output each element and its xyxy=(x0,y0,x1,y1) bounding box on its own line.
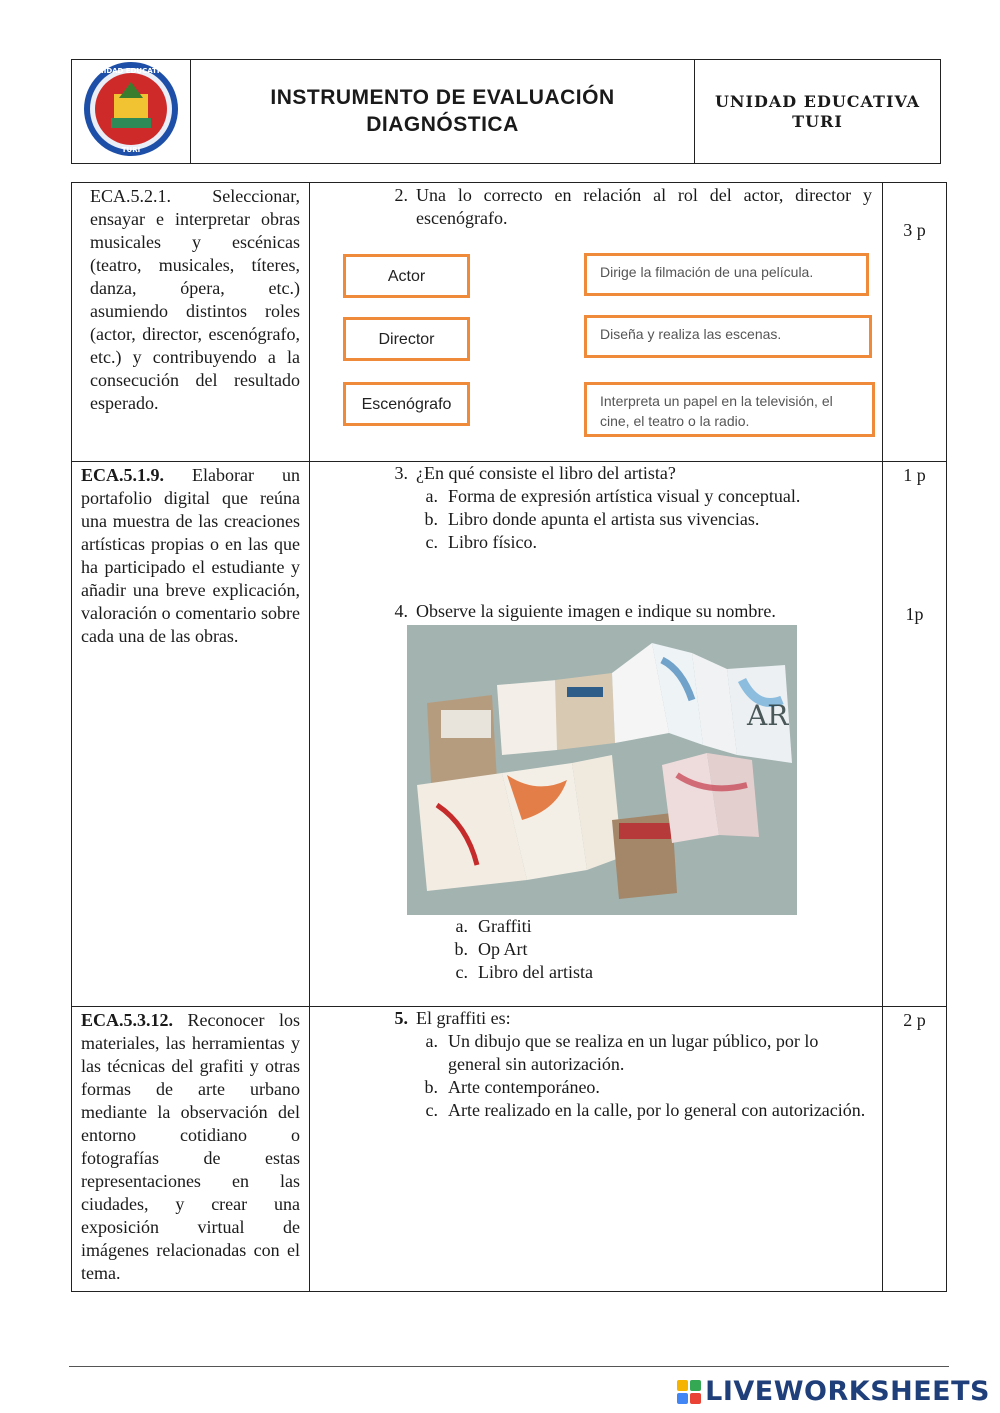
criterion-cell xyxy=(72,462,310,1007)
title-line-1: INSTRUMENTO DE EVALUACIÓN xyxy=(270,86,615,110)
option-c[interactable] xyxy=(310,531,872,554)
option-b[interactable] xyxy=(310,1076,872,1099)
document-title xyxy=(191,60,695,164)
school-emblem-icon xyxy=(81,60,181,158)
option-c[interactable] xyxy=(310,1099,872,1122)
criterion-cell xyxy=(72,183,310,462)
question-cell xyxy=(310,1007,883,1292)
logo-square xyxy=(677,1380,688,1391)
criterion-text: ECA.5.2.1. Seleccionar, ensayar e interpretar obras musicales y escénicas (teatro, musicales, títeres, danza, ópera, etc.) asumiendo distintos roles (actor, director, escenógrafo, etc.) y contribuyendo a la consecución del resultado esperado. xyxy=(90,186,300,413)
table-row xyxy=(72,183,947,462)
option-text: Un dibujo que se realiza en un lugar público, por lo general sin autorización. xyxy=(448,1031,819,1074)
match-right-1[interactable] xyxy=(584,253,869,296)
logo-square xyxy=(677,1393,688,1404)
option-text: Forma de expresión artística visual y conceptual. xyxy=(448,486,801,506)
question-cell xyxy=(310,462,883,1007)
option-text: Libro físico. xyxy=(448,532,537,552)
option-letter: b. xyxy=(424,509,438,529)
option-text: Op Art xyxy=(478,939,528,959)
option-text: Libro donde apunta el artista sus vivencias. xyxy=(448,509,760,529)
emblem-text-bottom: TURI xyxy=(121,146,141,154)
match-right-label: Dirige la filmación de una película. xyxy=(600,264,814,280)
points-value: 3 p xyxy=(903,220,926,240)
criterion-code: ECA.5.1.9. xyxy=(81,465,165,485)
option-a[interactable] xyxy=(310,915,872,938)
option-b[interactable] xyxy=(310,508,872,531)
option-text: Arte contemporáneo. xyxy=(448,1077,600,1097)
match-left-label: Director xyxy=(378,330,435,348)
table-row xyxy=(72,1007,947,1292)
artist-books-photo xyxy=(407,625,797,915)
option-letter: b. xyxy=(424,1077,438,1097)
points-value: 1 p xyxy=(903,465,926,485)
points-cell xyxy=(883,462,947,1007)
brand-text: LIVEWORKSHEETS xyxy=(705,1376,990,1407)
criterion-text: Reconocer los materiales, las herramientas y las técnicas del grafiti y otras formas de arte urbano mediante la observación del entorno cotidiano o fotografías de estas representaciones en las ciudades, y crear una exposición virtual de imágenes relacionadas con el tema. xyxy=(81,1010,301,1283)
option-a[interactable] xyxy=(310,485,872,508)
header-table xyxy=(71,59,941,164)
footer-divider xyxy=(69,1366,949,1367)
logo-cell xyxy=(72,60,191,164)
school-line-2: TURI xyxy=(792,111,843,131)
option-letter: b. xyxy=(454,939,468,959)
option-letter: a. xyxy=(425,486,438,506)
match-left-director[interactable] xyxy=(343,317,470,361)
question-text: Observe la siguiente imagen e indique su nombre. xyxy=(416,601,776,621)
matching-area xyxy=(310,230,872,442)
question-2 xyxy=(310,184,872,230)
match-left-label: Actor xyxy=(387,267,426,285)
option-text: Graffiti xyxy=(478,916,532,936)
table-row xyxy=(72,462,947,1007)
school-name xyxy=(695,60,941,164)
question-4 xyxy=(310,600,872,623)
match-right-3[interactable] xyxy=(584,382,875,437)
liveworksheets-logo-icon xyxy=(677,1380,701,1404)
option-letter: c. xyxy=(425,532,438,552)
question-number: 2. xyxy=(394,185,408,205)
option-letter: c. xyxy=(425,1100,438,1120)
question-text: El graffiti es: xyxy=(416,1008,511,1028)
emblem-text-top: UNIDAD EDUCATIVA xyxy=(92,67,170,75)
logo-square xyxy=(690,1380,701,1391)
option-letter: a. xyxy=(425,1031,438,1051)
option-b[interactable] xyxy=(310,938,872,961)
question-number: 5. xyxy=(394,1008,408,1028)
question-cell xyxy=(310,183,883,462)
points-cell xyxy=(883,183,947,462)
match-right-label: Diseña y realiza las escenas. xyxy=(600,326,782,342)
school-line-1: UNIDAD EDUCATIVA xyxy=(714,92,921,112)
question-number: 4. xyxy=(394,601,408,621)
title-line-2: DIAGNÓSTICA xyxy=(366,112,519,136)
points-cell xyxy=(883,1007,947,1292)
points-value-2: 1p xyxy=(905,604,924,624)
option-letter: c. xyxy=(455,962,468,982)
match-left-actor[interactable] xyxy=(343,254,470,298)
match-left-label: Escenógrafo xyxy=(361,395,452,413)
option-text: Arte realizado en la calle, por lo general con autorización. xyxy=(448,1100,866,1120)
option-c[interactable] xyxy=(310,961,872,984)
question-number: 3. xyxy=(394,463,408,483)
criterion-code: ECA.5.3.12. xyxy=(81,1010,174,1030)
liveworksheets-brand[interactable] xyxy=(677,1376,990,1407)
points-value: 2 p xyxy=(903,1010,926,1030)
question-5 xyxy=(310,1007,872,1030)
match-left-escenografo[interactable] xyxy=(343,382,470,426)
question-text: Una lo correcto en relación al rol del actor, director y escenógrafo. xyxy=(416,185,872,228)
criterion-cell xyxy=(72,1007,310,1292)
option-letter: a. xyxy=(455,916,468,936)
match-right-label: Interpreta un papel en la televisión, el cine, el teatro o la radio. xyxy=(600,393,833,429)
svg-text:AR: AR xyxy=(747,699,789,732)
evaluation-table xyxy=(71,182,947,1292)
option-text: Libro del artista xyxy=(478,962,593,982)
criterion-text: Elaborar un portafolio digital que reúna una muestra de las creaciones artísticas propias o en las que ha participado el estudiante y añadir una breve explicación, valoración o comentario sobre cada una de las obras. xyxy=(81,465,301,646)
logo-square xyxy=(690,1393,701,1404)
option-a[interactable] xyxy=(310,1030,872,1076)
match-right-2[interactable] xyxy=(584,315,872,358)
question-3 xyxy=(310,462,872,485)
question-text: ¿En qué consiste el libro del artista? xyxy=(416,463,676,483)
